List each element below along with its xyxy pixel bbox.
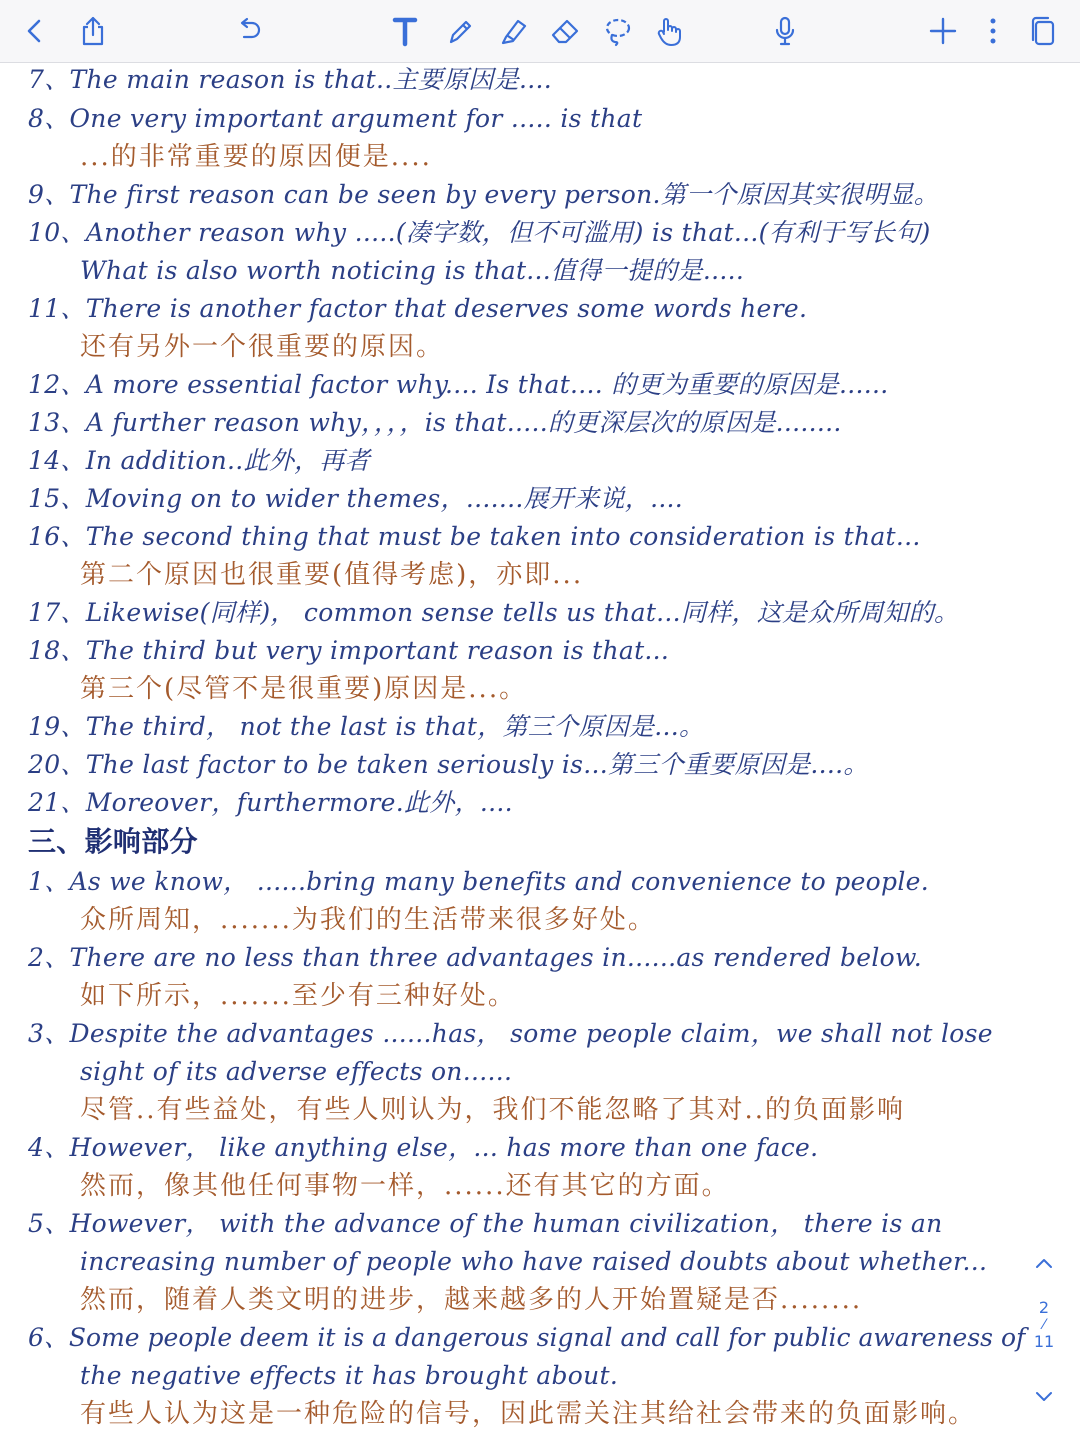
text-tool-icon[interactable] — [382, 8, 428, 54]
page-down-button[interactable] — [1022, 1384, 1066, 1414]
page-up-button[interactable] — [1022, 1252, 1066, 1282]
page-indicator — [1022, 1298, 1066, 1352]
highlighter-icon[interactable] — [490, 8, 536, 54]
note-line: 1、As we know， ......bring many benefits and convenience to people. — [28, 867, 929, 896]
note-line: 4、However， like anything else，... has more than one face. — [28, 1133, 819, 1162]
note-line: increasing number of people who have raised doubts about whether... — [80, 1247, 988, 1276]
note-line: 18、The third but very important reason is that... — [28, 636, 670, 665]
note-line: 8、One very important argument for ..... is that — [28, 104, 643, 133]
note-line: 21、Moreover，furthermore.此外，.... — [28, 788, 513, 817]
share-icon[interactable] — [70, 8, 116, 54]
note-line: 然而，像其他任何事物一样，......还有其它的方面。 — [80, 1171, 730, 1201]
lasso-icon[interactable] — [594, 8, 640, 54]
chevron-down-icon — [1032, 1384, 1056, 1408]
pages-icon[interactable] — [1020, 8, 1066, 54]
note-line: 有些人认为这是一种危险的信号，因此需关注其给社会带来的负面影响。 — [80, 1399, 977, 1429]
note-line: 众所周知，.......为我们的生活带来很多好处。 — [80, 905, 656, 935]
microphone-icon[interactable] — [762, 8, 808, 54]
note-line: 14、In addition..此外，再者 — [28, 446, 371, 475]
note-line: 然而，随着人类文明的进步，越来越多的人开始置疑是否........ — [80, 1285, 863, 1315]
more-icon[interactable] — [970, 8, 1016, 54]
section-heading: 三、影响部分 — [28, 825, 198, 858]
note-line: 13、A further reason why，，，，is that.....的更深层次的原因是........ — [28, 408, 842, 437]
note-line: 9、The first reason can be seen by every person.第一个原因其实很明显。 — [28, 180, 940, 209]
page-separator: ⁄ — [1042, 1317, 1046, 1333]
note-line: 第三个(尽管不是很重要)原因是...。 — [80, 674, 528, 704]
note-line: 3、Despite the advantages ......has， some people claim，we shall not lose — [28, 1019, 993, 1048]
note-line: 第二个原因也很重要(值得考虑)，亦即... — [80, 560, 584, 590]
note-line: 尽管..有些益处，有些人则认为，我们不能忽略了其对..的负面影响 — [80, 1095, 906, 1125]
note-line: 10、Another reason why .....(凑字数，但不可滥用) is that...(有利于写长句) — [28, 218, 931, 247]
note-line: 6、Some people deem it is a dangerous signal and call for public awareness of — [28, 1323, 1026, 1352]
note-line: 17、Likewise(同样)， common sense tells us that...同样，这是众所周知的。 — [28, 598, 960, 627]
note-line: sight of its adverse effects on...... — [80, 1057, 513, 1086]
note-line: 如下所示，.......至少有三种好处。 — [80, 981, 516, 1011]
note-line: 还有另外一个很重要的原因。 — [80, 332, 445, 362]
note-line: 11、There is another factor that deserves some words here. — [28, 294, 808, 323]
toolbar — [0, 0, 1080, 63]
note-line: 5、However， with the advance of the human civilization， there is an — [28, 1209, 943, 1238]
note-line: 19、The third， not the last is that，第三个原因是...。 — [28, 712, 705, 741]
undo-icon[interactable] — [226, 8, 272, 54]
current-page: 2 — [1038, 1298, 1050, 1317]
note-line: 20、The last factor to be taken seriously is...第三个重要原因是....。 — [28, 750, 869, 779]
note-line: What is also worth noticing is that...值得一提的是..... — [80, 256, 745, 285]
pen-icon[interactable] — [437, 8, 483, 54]
note-line: 12、A more essential factor why.... Is that.... 的更为重要的原因是...... — [28, 370, 889, 399]
note-line: 2、There are no less than three advantages in......as rendered below. — [28, 943, 922, 972]
total-pages: 11 — [1033, 1332, 1055, 1351]
note-line: ...的非常重要的原因便是.... — [80, 142, 432, 172]
hand-touch-icon[interactable] — [646, 8, 692, 54]
chevron-up-icon — [1032, 1252, 1056, 1276]
note-page[interactable] — [0, 62, 1080, 1440]
note-line: the negative effects it has brought about. — [80, 1361, 619, 1390]
note-line: 16、The second thing that must be taken into consideration is that... — [28, 522, 921, 551]
note-line: 15、Moving on to wider themes，.......展开来说，.... — [28, 484, 684, 513]
note-line: 7、The main reason is that..主要原因是.... — [28, 65, 553, 94]
back-icon[interactable] — [12, 8, 58, 54]
add-icon[interactable] — [920, 8, 966, 54]
eraser-icon[interactable] — [542, 8, 588, 54]
